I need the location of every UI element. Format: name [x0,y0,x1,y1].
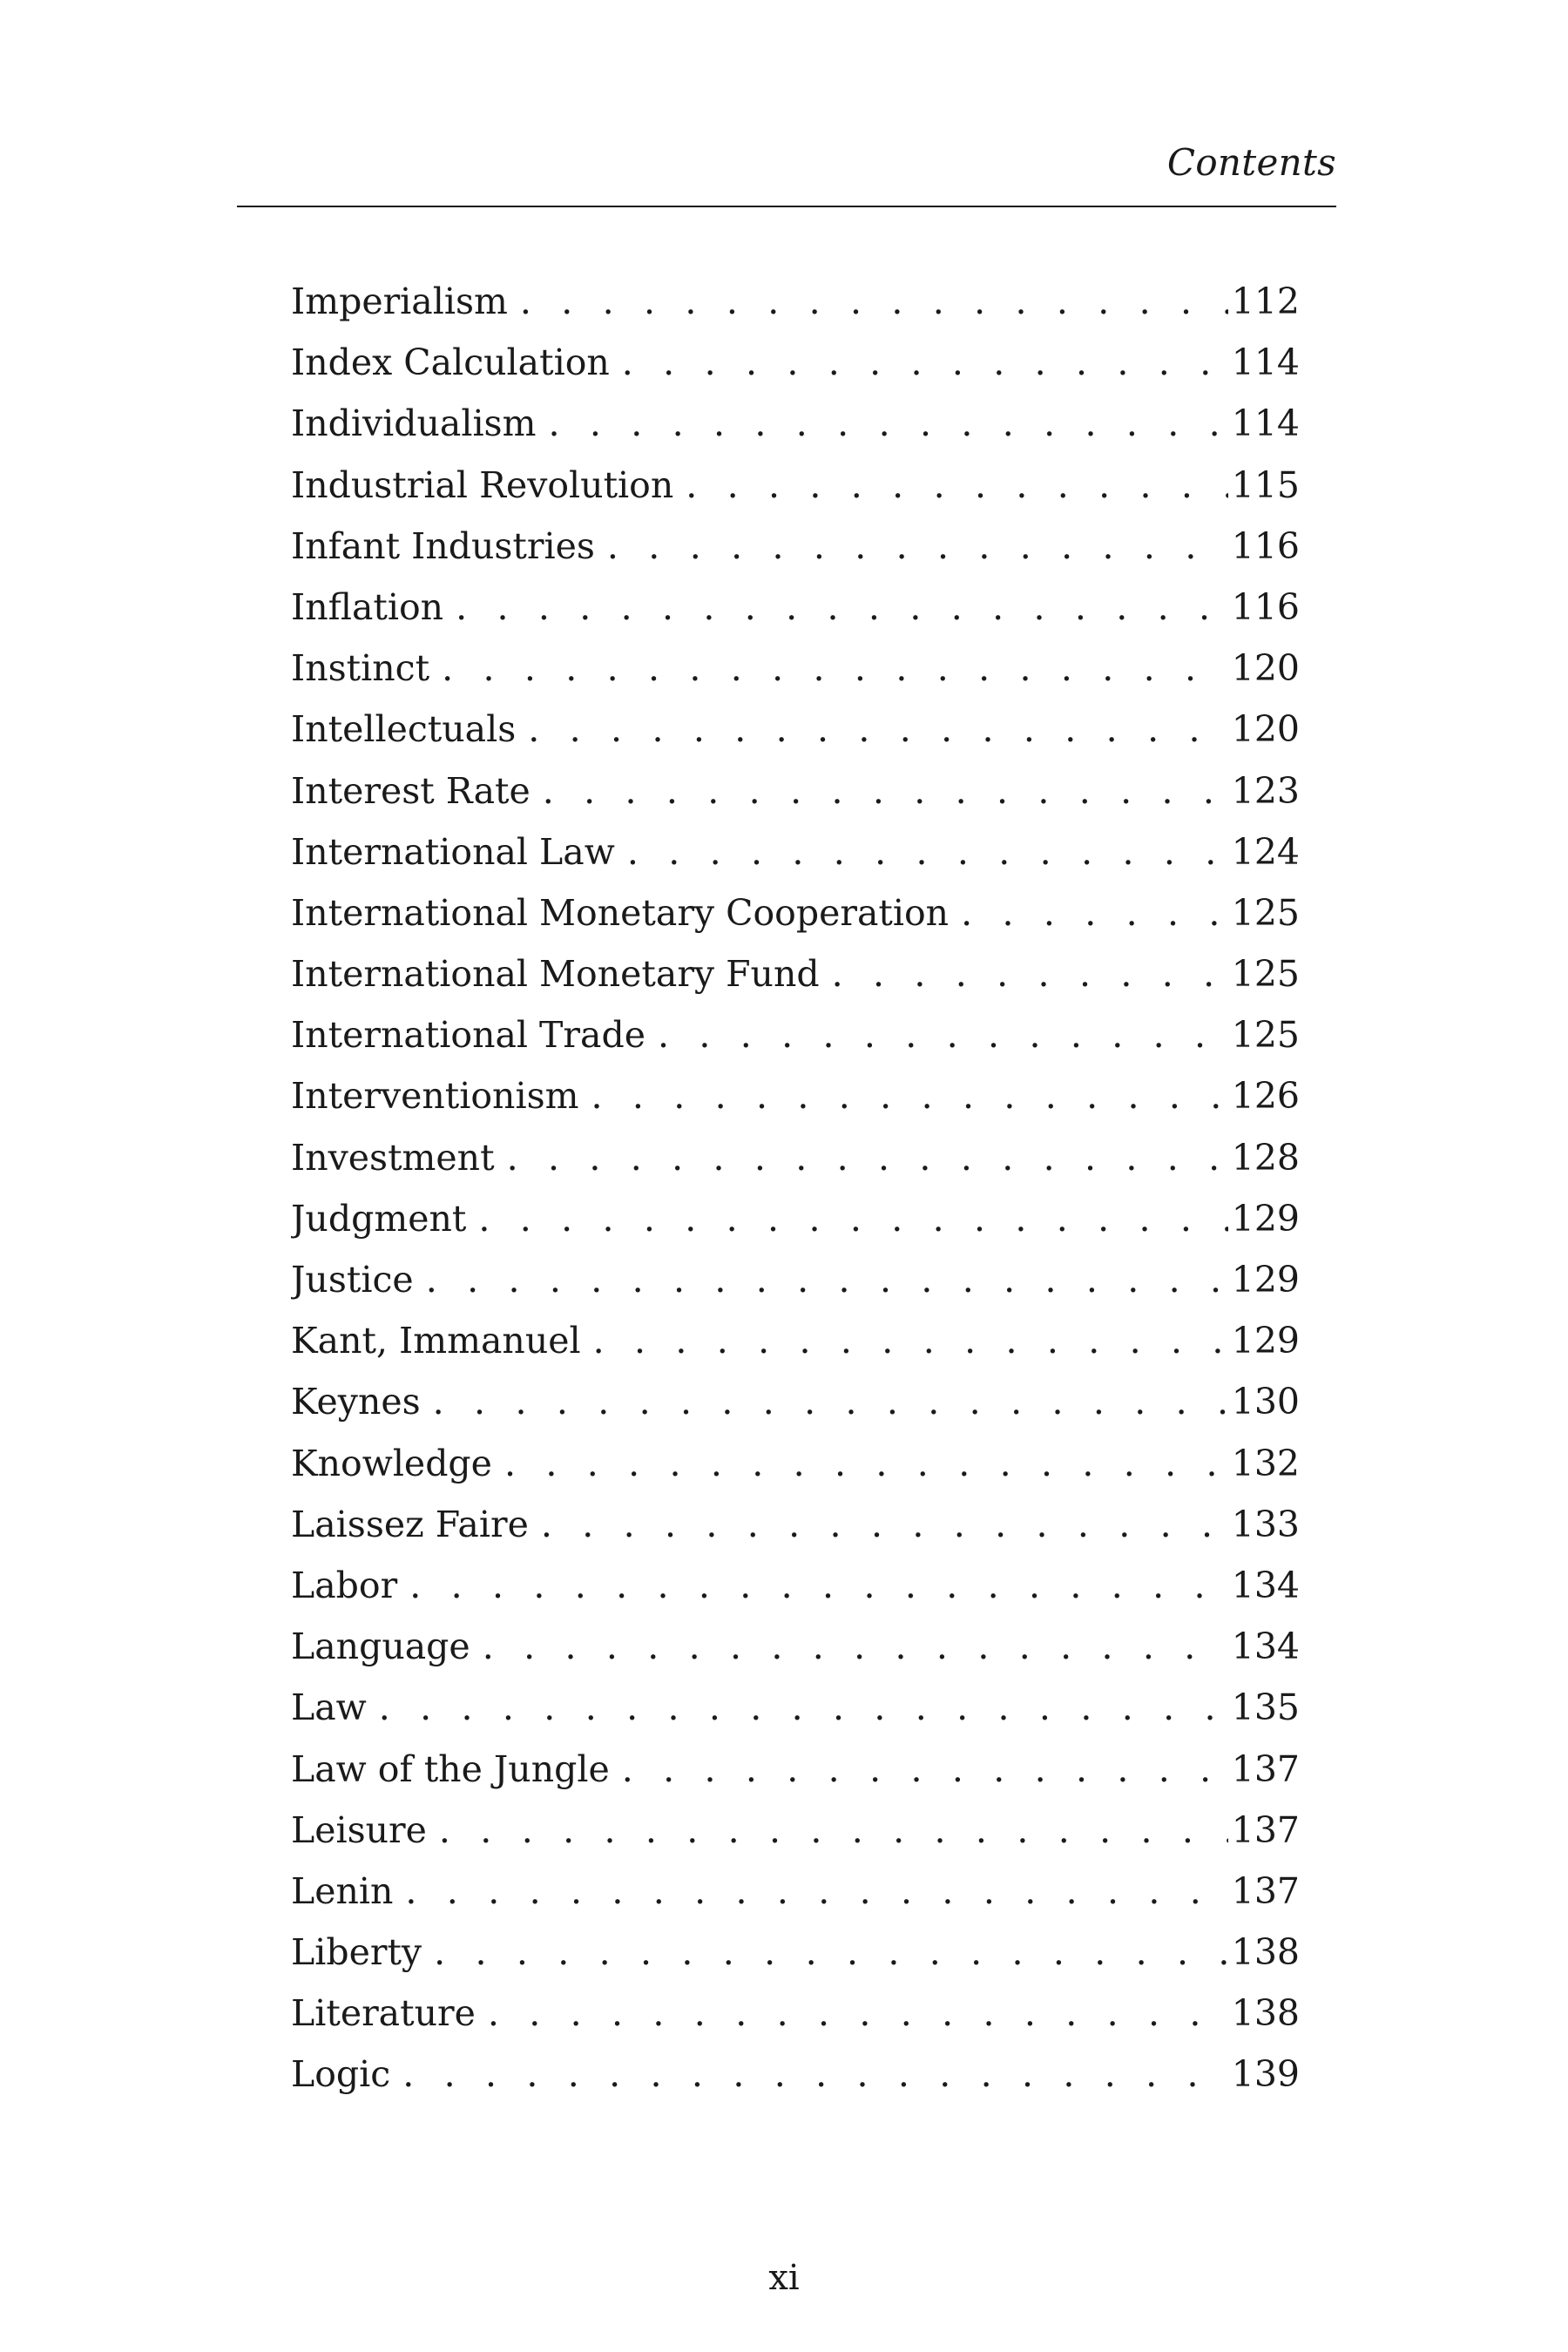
toc-entry-title: International Monetary Cooperation [291,892,961,934]
toc-entry [291,1198,1300,1259]
toc-entry-title: Keynes [291,1381,433,1423]
toc-entry-title: Interventionism [291,1075,591,1117]
toc-entry-page: 114 [1231,341,1300,384]
toc-entry [291,892,1300,953]
dot-leader [607,525,1228,567]
toc-entry-title: Logic [291,2053,402,2095]
toc-entry-page: 133 [1231,1503,1300,1545]
dot-leader [658,1014,1228,1056]
toc-entry [291,1992,1300,2053]
toc-entry [291,1748,1300,1809]
toc-entry-page: 134 [1231,1564,1300,1606]
toc-entry-page: 129 [1231,1197,1300,1240]
toc-entry-page: 124 [1231,830,1300,873]
header-rule [237,206,1336,207]
toc-entry-title: Knowledge [291,1443,504,1484]
toc-entry [291,525,1300,586]
toc-entry-title: Language [291,1625,483,1667]
dot-leader [478,1198,1227,1240]
toc-entry [291,1320,1300,1381]
dot-leader [483,1625,1228,1667]
toc-entry-page: 125 [1231,1014,1300,1057]
toc-entry-page: 115 [1231,463,1300,506]
page-number: xi [768,2258,800,2298]
toc-entry-title: International Monetary Fund [291,953,832,995]
dot-leader [548,402,1227,444]
toc-entry [291,1443,1300,1504]
toc-entry-title: International Trade [291,1014,658,1056]
dot-leader [593,1320,1228,1362]
toc-entry [291,708,1300,769]
toc-entry [291,831,1300,892]
dot-leader [627,831,1228,873]
toc-entry-title: Index Calculation [291,341,622,383]
dot-leader [541,1504,1228,1545]
dot-leader [543,770,1228,812]
toc-entry [291,1014,1300,1075]
toc-entry-page: 134 [1231,1625,1300,1668]
toc-entry [291,953,1300,1014]
dot-leader [528,708,1227,750]
dot-leader [442,647,1228,689]
dot-leader [379,1686,1228,1728]
dot-leader [507,1137,1228,1179]
toc-entry-page: 138 [1231,1992,1300,2035]
toc-entry [291,464,1300,525]
toc-entry-page: 120 [1231,647,1300,690]
dot-leader [686,464,1227,506]
toc-entry-title: Investment [291,1137,507,1179]
toc-entry-page: 125 [1231,891,1300,934]
toc-entry-page: 116 [1231,524,1300,567]
toc-entry-title: Justice [291,1259,426,1301]
toc-entry-title: Individualism [291,402,548,444]
toc-entry [291,2053,1300,2114]
toc-entry-title: Leisure [291,1809,439,1851]
toc-entry-page: 139 [1231,2053,1300,2096]
toc-entry [291,1504,1300,1565]
toc-list [291,280,1300,2115]
toc-entry-title: Imperialism [291,280,520,322]
dot-leader [426,1259,1228,1301]
toc-entry [291,402,1300,463]
dot-leader [402,2053,1228,2095]
toc-entry [291,1870,1300,1931]
toc-entry-page: 132 [1231,1442,1300,1484]
dot-leader [439,1809,1228,1851]
toc-entry-title: Intellectuals [291,708,528,750]
toc-entry [291,1137,1300,1198]
toc-entry-title: Industrial Revolution [291,464,686,506]
toc-entry-page: 120 [1231,708,1300,751]
toc-entry [291,1809,1300,1870]
toc-entry-title: Lenin [291,1870,405,1912]
toc-entry [291,1686,1300,1747]
dot-leader [433,1381,1228,1423]
toc-entry-page: 138 [1231,1931,1300,1974]
toc-entry-title: Law of the Jungle [291,1748,622,1790]
toc-entry-page: 135 [1231,1686,1300,1729]
toc-entry-page: 128 [1231,1136,1300,1179]
toc-entry-title: Inflation [291,586,456,628]
toc-entry-page: 112 [1231,280,1300,322]
toc-entry-page: 125 [1231,953,1300,996]
toc-entry-page: 137 [1231,1747,1300,1790]
dot-leader [456,586,1228,628]
dot-leader [961,892,1228,934]
toc-entry-title: Labor [291,1565,409,1606]
toc-entry [291,341,1300,402]
toc-entry [291,1259,1300,1320]
toc-entry-title: Interest Rate [291,770,543,812]
dot-leader [622,341,1228,383]
running-head: Contents [1166,141,1336,184]
toc-entry-page: 129 [1231,1320,1300,1362]
toc-entry-title: Kant, Immanuel [291,1320,593,1362]
toc-entry-title: Judgment [291,1198,478,1240]
toc-entry [291,1625,1300,1686]
toc-entry-page: 114 [1231,402,1300,445]
toc-entry [291,586,1300,647]
toc-entry-page: 126 [1231,1075,1300,1118]
toc-entry-page: 130 [1231,1381,1300,1423]
toc-entry [291,1565,1300,1625]
toc-entry-title: Infant Industries [291,525,607,567]
dot-leader [409,1565,1228,1606]
toc-entry-page: 129 [1231,1259,1300,1301]
dot-leader [520,280,1228,322]
toc-entry-title: International Law [291,831,627,873]
dot-leader [504,1443,1228,1484]
toc-entry [291,1381,1300,1442]
dot-leader [832,953,1228,995]
toc-entry-title: Laissez Faire [291,1504,541,1545]
dot-leader [488,1992,1228,2034]
toc-entry-title: Literature [291,1992,488,2034]
dot-leader [591,1075,1227,1117]
dot-leader [622,1748,1228,1790]
toc-entry-title: Liberty [291,1931,434,1973]
toc-entry [291,647,1300,708]
toc-entry-page: 116 [1231,585,1300,628]
toc-entry [291,1931,1300,1992]
toc-entry-title: Instinct [291,647,442,689]
toc-entry-page: 123 [1231,769,1300,812]
toc-entry [291,1075,1300,1136]
toc-entry-page: 137 [1231,1869,1300,1912]
toc-entry [291,770,1300,831]
dot-leader [405,1870,1227,1912]
toc-entry-title: Law [291,1686,379,1728]
toc-entry-page: 137 [1231,1808,1300,1851]
dot-leader [434,1931,1228,1973]
toc-entry [291,280,1300,341]
